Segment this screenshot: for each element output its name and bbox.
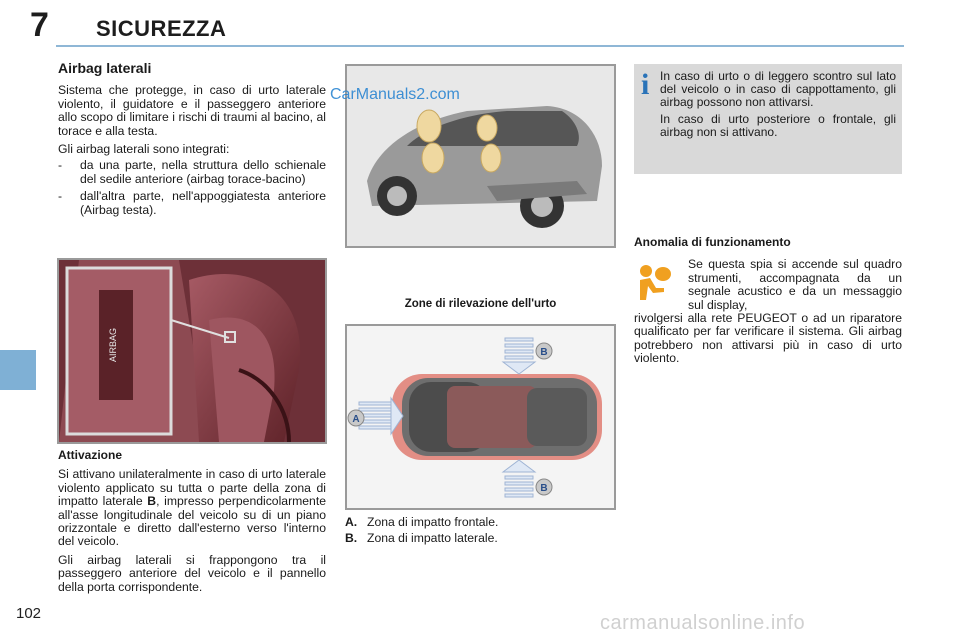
airbag-warning-icon — [634, 258, 688, 312]
activation-zone-b: B — [147, 494, 157, 509]
zone-a-marker: A — [352, 414, 360, 425]
header-rule — [56, 45, 904, 47]
seat-airbag-photo — [57, 258, 327, 444]
malfunction-title: Anomalia di funzionamento — [634, 235, 791, 249]
side-airbags-title: Airbag laterali — [58, 60, 152, 76]
activation-title: Attivazione — [58, 448, 123, 462]
malfunction-indent-text: Se questa spia si accende sul quadro strumenti, accompagnata da un segnale acustico e da un messaggio sul display, — [688, 257, 902, 312]
chapter-side-tab — [0, 350, 36, 390]
activation-para-2: Gli airbag laterali si frappongono tra il passeggero anteriore del veicolo e il pannello della porta corrispondente. — [58, 552, 326, 594]
info-para-2: In caso di urto posteriore o frontale, gli airbag non si attivano. — [660, 112, 896, 139]
zone-b-marker-bottom: B — [540, 483, 548, 494]
activation-text-a: Si attivano unilateralmente in caso di urto laterale violento applicato su tutta o parte della zona di impatto laterale — [58, 467, 326, 509]
watermark: CarManuals2.com — [330, 86, 460, 103]
list-item — [58, 159, 326, 186]
activation-section — [58, 449, 326, 599]
bullet-text: da una parte, nella struttura dello schienale del sedile anteriore (airbag torace-bacino) — [80, 158, 326, 186]
legend-item-a — [345, 514, 616, 530]
bullet-text: dall'altra parte, nell'appoggiatesta anteriore (Airbag testa). — [80, 189, 326, 217]
malfunction-indent-block — [634, 258, 902, 312]
bottom-watermark: carmanualsonline.info — [600, 612, 806, 634]
legend-text: Zona di impatto frontale. — [367, 515, 499, 529]
side-airbags-section — [58, 62, 326, 221]
malfunction-section — [634, 236, 902, 371]
bullet-dash: - — [58, 158, 63, 173]
legend-key: A. — [345, 515, 358, 529]
list-item — [58, 190, 326, 217]
impact-zones-diagram — [345, 324, 616, 510]
legend-item-b — [345, 530, 616, 546]
chapter-number: 7 — [30, 6, 49, 44]
info-text — [660, 70, 896, 144]
info-para-1: In caso di urto o di leggero scontro sul lato del veicolo o in caso di cappottamento, gli airbag possono non attivarsi. — [660, 69, 896, 109]
impact-legend — [345, 514, 616, 546]
info-icon: i — [641, 68, 650, 101]
bullet-dash: - — [58, 189, 63, 204]
seat-illustration — [59, 260, 325, 442]
activation-para — [58, 468, 326, 548]
impact-zones-svg — [347, 326, 614, 508]
impact-zones-title: Zone di rilevazione dell'urto — [404, 298, 557, 310]
page-number: 102 — [16, 605, 42, 622]
legend-key: B. — [345, 531, 358, 545]
chapter-title: SICUREZZA — [96, 16, 227, 41]
activation-text-c: , impresso perpendicolarmente all'asse longitudinale del veicolo su di un piano orizzontale e diretto dall'esterno verso l'interno del veicolo. — [58, 494, 327, 549]
side-airbags-intro: Sistema che protegge, in caso di urto laterale violento, il guidatore e il passeggero anteriore allo scopo di limitare i rischi di traumi al bacino, al torace e alla testa. — [58, 83, 326, 138]
malfunction-rest-text: rivolgersi alla rete PEUGEOT o ad un riparatore qualificato per far verificare il sistema. Gli airbag potrebbero non attivarsi più in caso di urto violento. — [634, 311, 902, 366]
legend-text: Zona di impatto laterale. — [367, 531, 498, 545]
seat-airbag-label: AIRBAG — [108, 327, 118, 363]
side-airbags-integrated: Gli airbag laterali sono integrati: — [58, 142, 230, 157]
zone-b-marker-top: B — [540, 347, 548, 358]
